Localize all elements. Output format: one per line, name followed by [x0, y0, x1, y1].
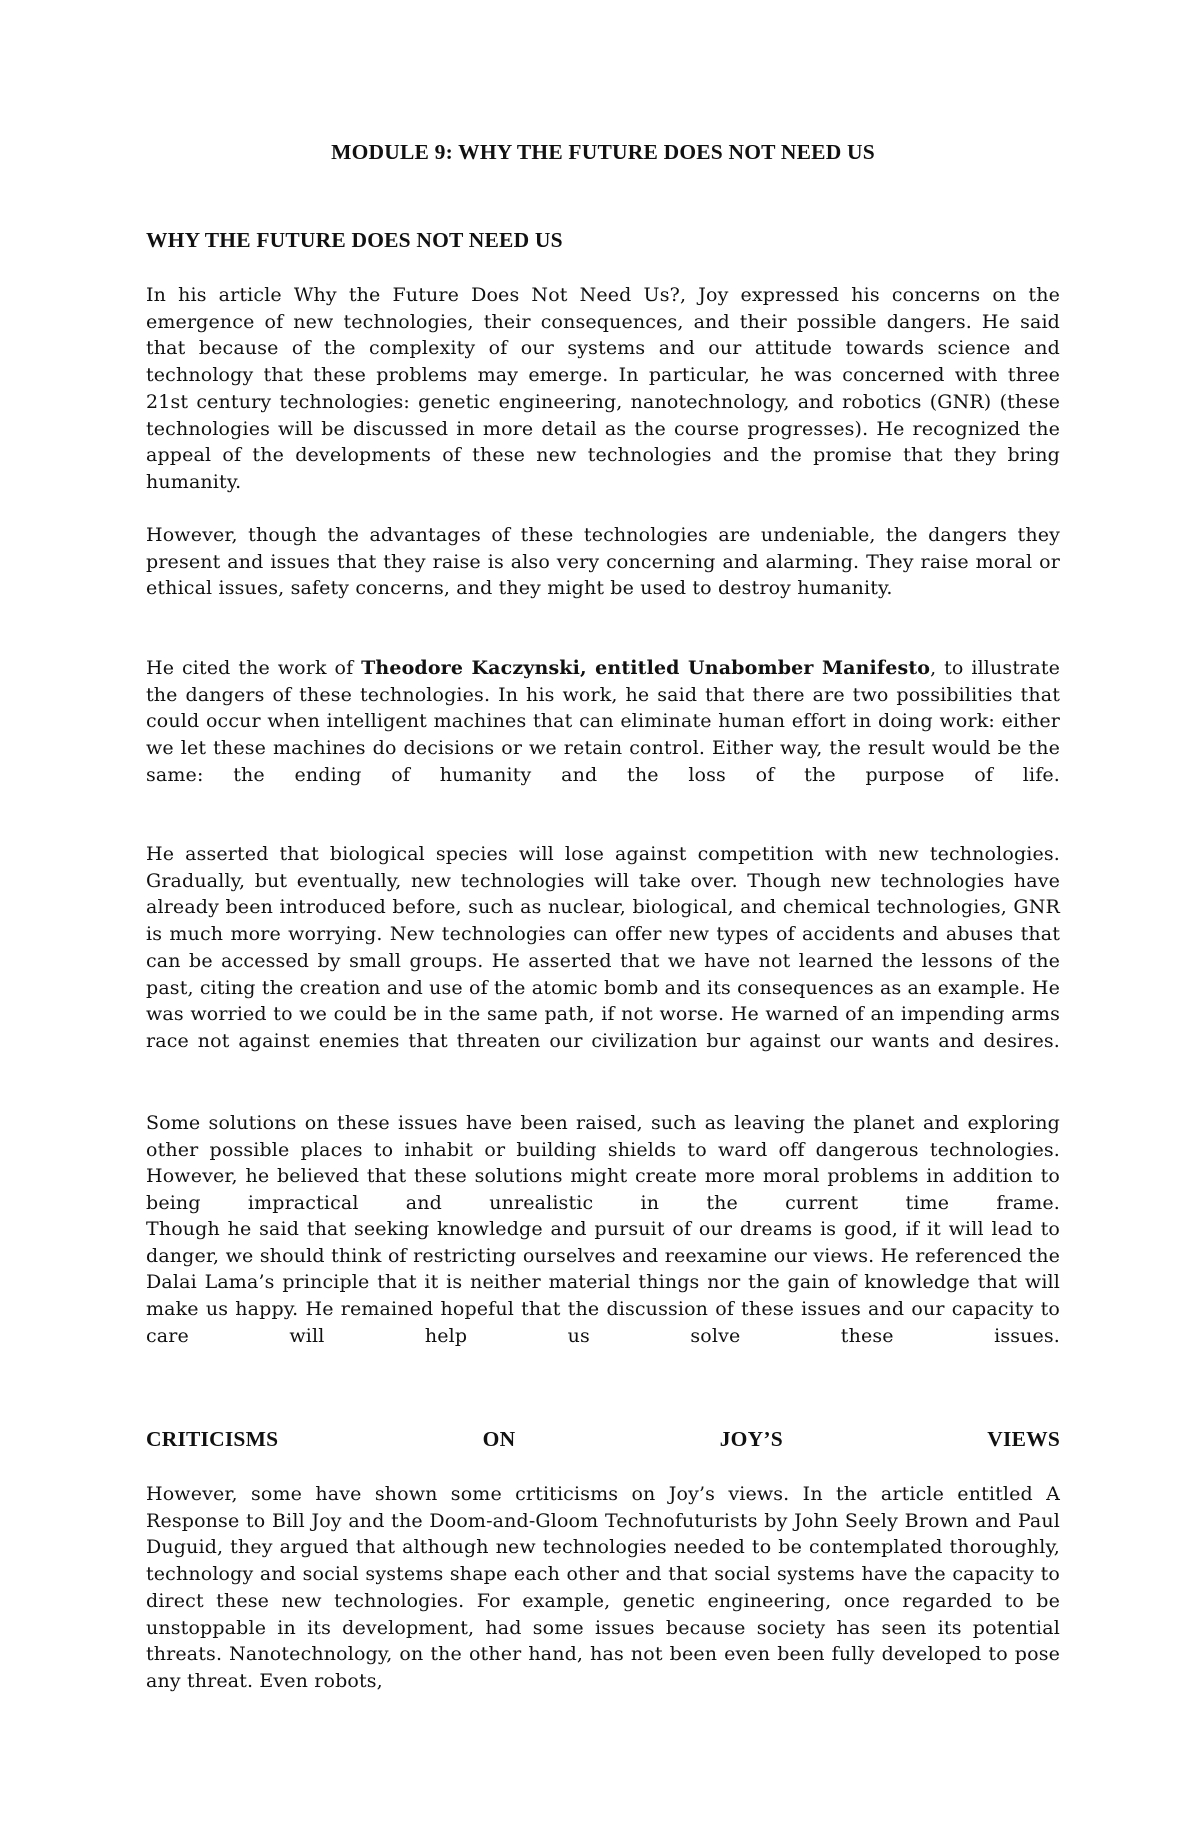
paragraph-criticisms: However, some have shown some crtiticisms on Joy’s views. In the article entitled A Response to Bill Joy and the Doom-and-Gloom Technofuturists by John Seely Brown and Paul Duguid, they argued that although new technologies needed to be contemplated thoroughly, technology and social systems shape each other and that social systems have the capacity to direct these new technologies. For example, genetic engineering, once regarded to be unstoppable in its development, had some issues because society has seen its potential threats. Nanotechnology, on the other hand, has not been even been fully developed to pose any threat. Even robots, — [146, 1483, 1060, 1692]
section-heading-why-future: WHY THE FUTURE DOES NOT NEED US — [146, 228, 563, 252]
paragraph-solutions: Some solutions on these issues have been raised, such as leaving the planet and exploring other possible places to inhabit or building shields to ward off dangerous technologies. However, he believed that these solutions might create more moral problems in addition to being impractical and unrealistic in the current time frame. — [146, 1112, 1060, 1215]
paragraph-joy-article: In his article Why the Future Does Not Need Us?, Joy expressed his concerns on the emergence of new technologies, their consequences, and their possible dangers. He said that because of the complexity of our systems and our attitude towards science and technology that these problems may emerge. In particular, he was concerned with three 21st century technologies: genetic engineering, nanotechnology, and robotics (GNR) (these technologies will be discussed in more detail as the course progresses). He recognized the appeal of the developments of these new technologies and the promise that they bring humanity. — [146, 284, 1060, 493]
paragraph-advantages-dangers: However, though the advantages of these technologies are undeniable, the dangers they present and issues that they raise is also very concerning and alarming. They raise moral or ethical issues, safety concerns, and they might be used to destroy humanity. — [146, 524, 1060, 600]
paragraph-biological-species: He asserted that biological species will lose against competition with new technologies. Gradually, but eventually, new technologies will take over. Though new technologies have already been introduced before, such as nuclear, biological, and chemical technologies, GNR is much more worrying. New technologies can offer new types of accidents and abuses that can be accessed by small groups. He asserted that we have not learned the lessons of the past, citing the creation and use of the atomic bomb and its consequences as an example. He was worried to we could be in the same path, if not worse. He warned of an impending arms race not against enemies that threaten our civilization bur against our wants and desires. — [146, 843, 1060, 1052]
paragraph-knowledge-pursuit: Though he said that seeking knowledge and pursuit of our dreams is good, if it will lead to danger, we should think of restricting ourselves and reexamine our views. He referenced the Dalai Lama’s principle that it is neither material things nor the gain of knowledge that will make us happy. He remained hopeful that the discussion of these issues and our capacity to care will help us solve these issues. — [146, 1218, 1060, 1347]
heading-word: VIEWS — [987, 1427, 1060, 1451]
paragraph-kaczynski-lead: He cited the work of — [146, 657, 362, 679]
paragraph-kaczynski — [146, 655, 1060, 789]
section-heading-criticisms — [146, 1427, 1060, 1452]
heading-word: JOY’S — [719, 1427, 783, 1451]
heading-word: ON — [482, 1427, 516, 1451]
kaczynski-manifesto-reference: Theodore Kaczynski, entitled Unabomber Manifesto — [361, 657, 931, 679]
paragraph-kaczynski-body: , to illustrate the dangers of these technologies. In his work, he said that there are two possibilities that could occur when intelligent machines that can eliminate human effort in doing work: either we let these machines do decisions or we retain control. Either way, the result would be the same: the ending of humanity and the loss of the purpose of life. — [146, 657, 1060, 786]
heading-word: CRITICISMS — [146, 1427, 279, 1451]
module-title: MODULE 9: WHY THE FUTURE DOES NOT NEED US — [331, 140, 875, 164]
